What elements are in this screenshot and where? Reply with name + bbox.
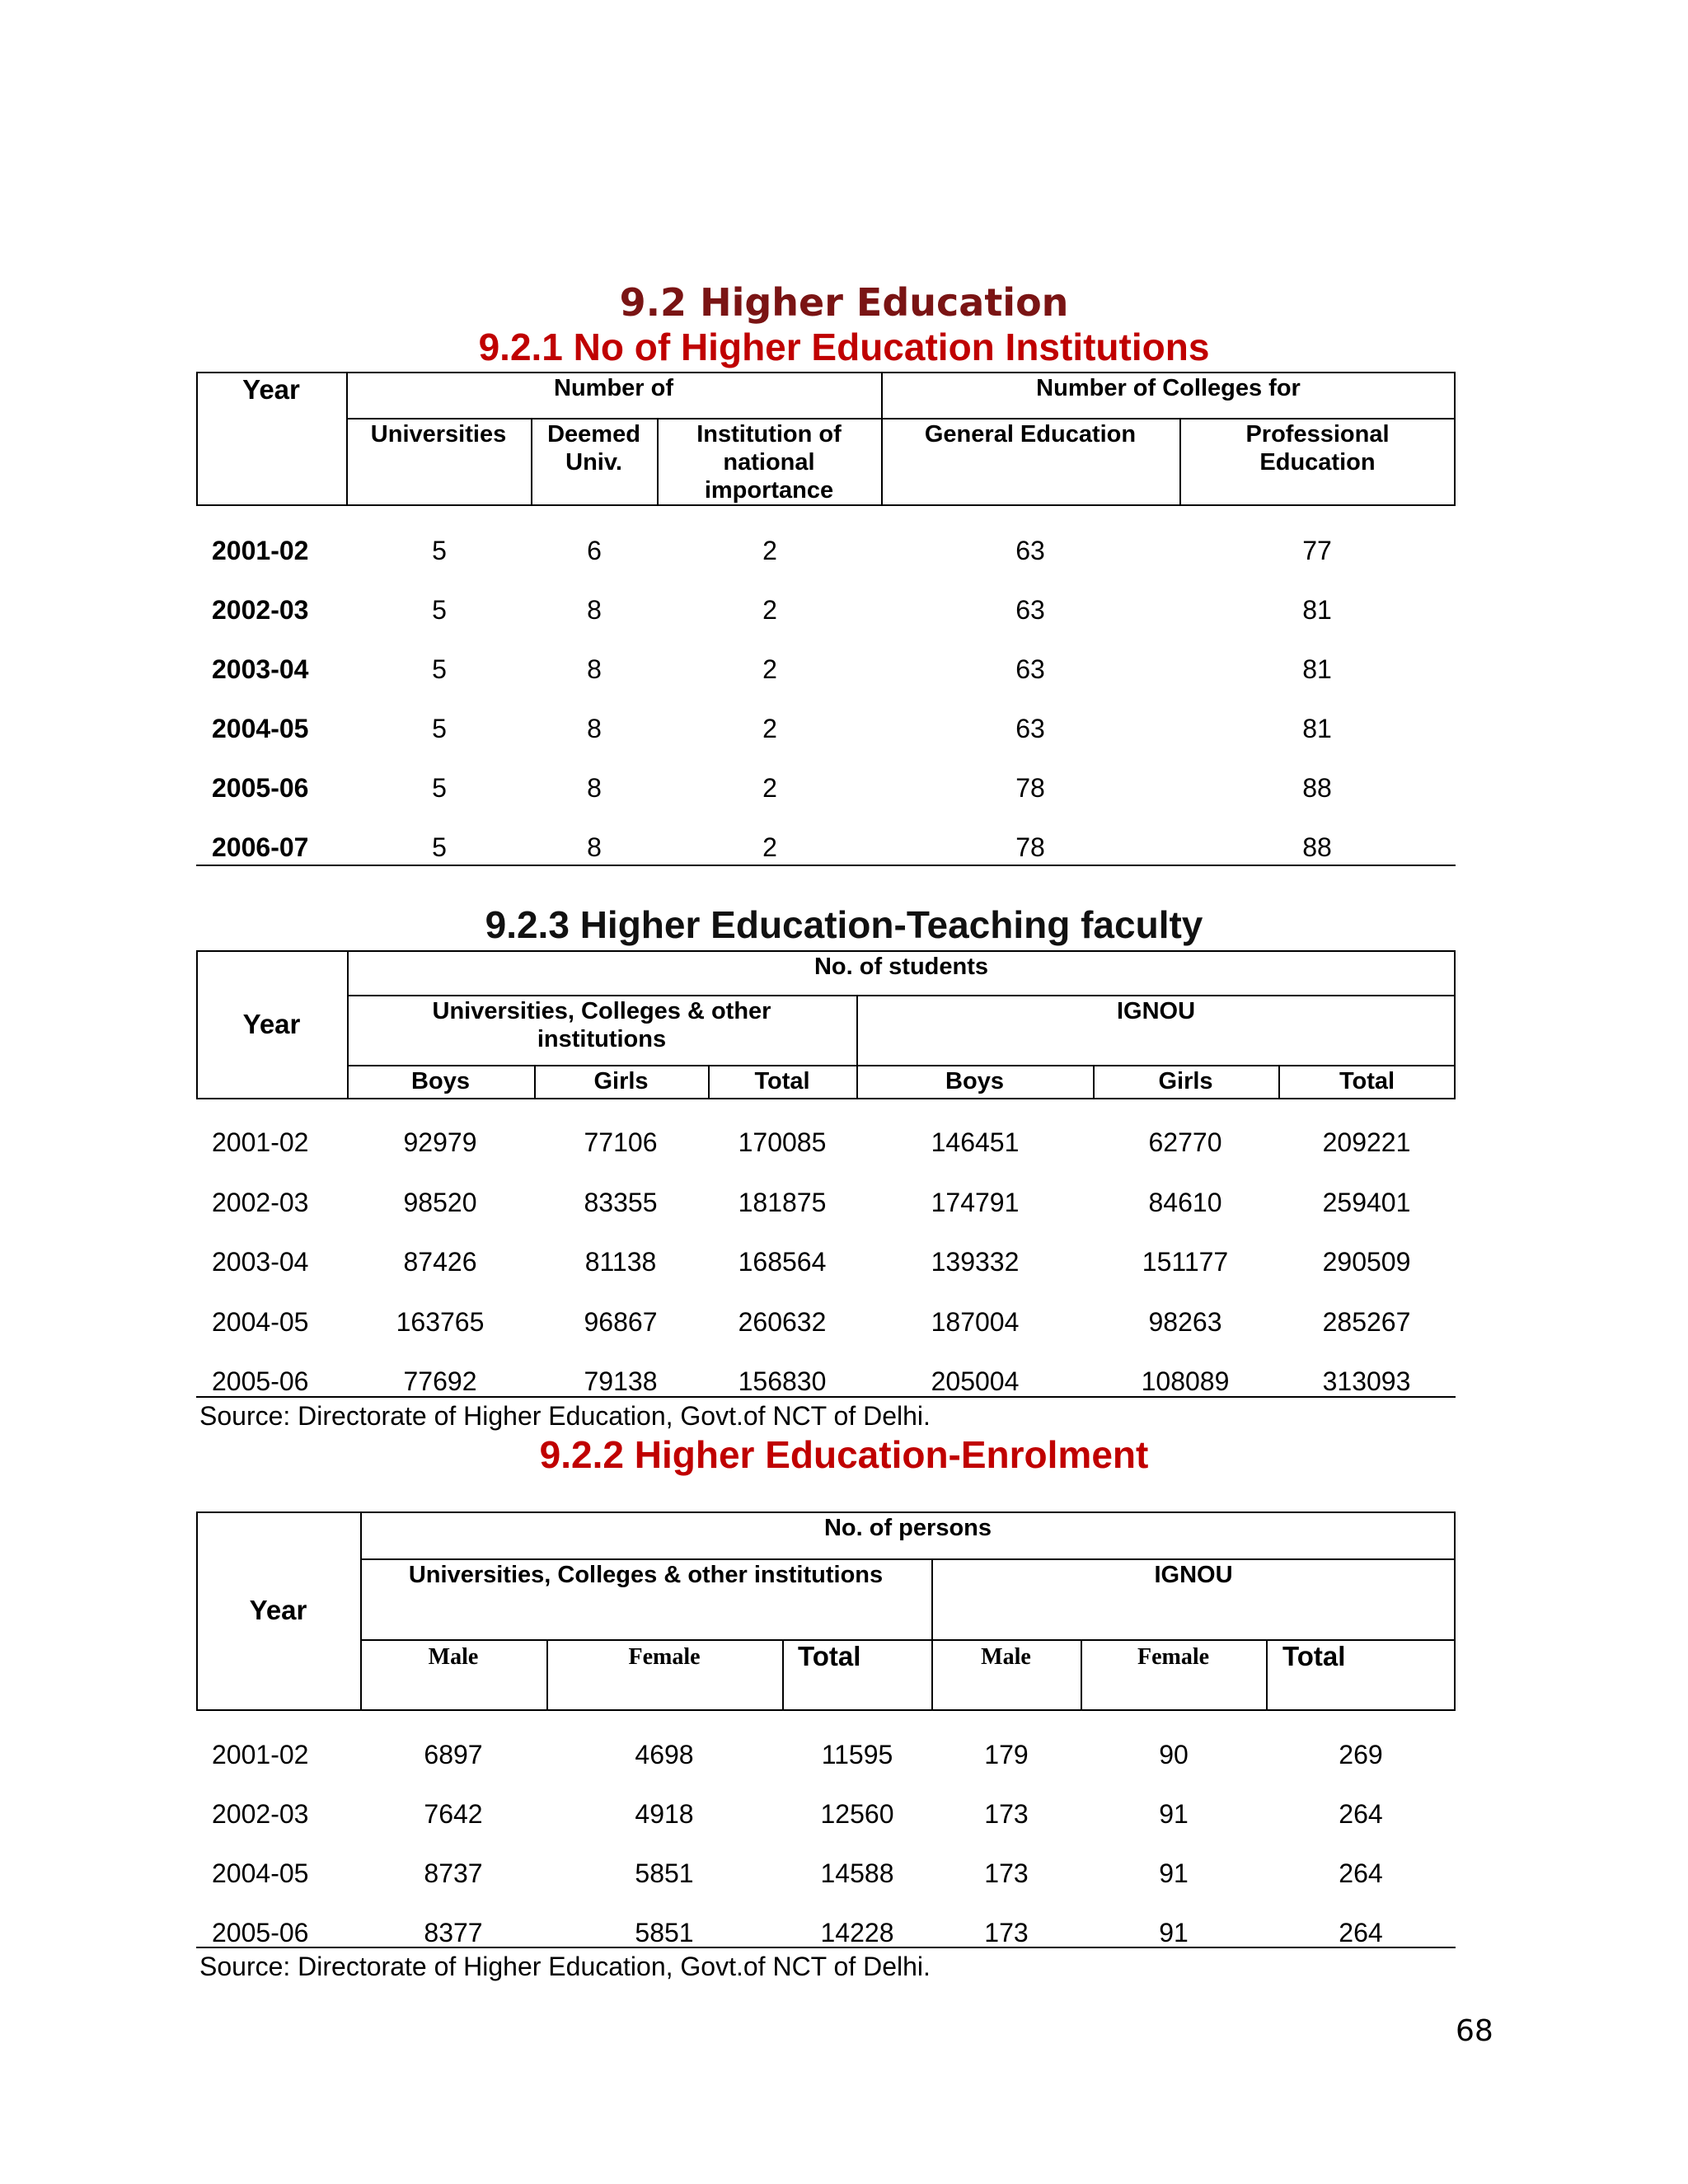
- cell-deemed: 8: [587, 832, 602, 862]
- cell-deemed: 6: [587, 536, 602, 565]
- enrolment-year-header: Year: [249, 1595, 307, 1625]
- cell-total: 170085: [738, 1127, 827, 1157]
- cell-girls: 81138: [584, 1247, 657, 1277]
- row-year: 2004-05: [212, 1858, 309, 1888]
- cell-girls: 79138: [584, 1366, 658, 1396]
- cell-ignou-girls: 108089: [1141, 1366, 1230, 1396]
- cell-professional: 81: [1302, 714, 1332, 743]
- row-year: 2004-05: [212, 714, 309, 743]
- col-ignou-male: Male: [981, 1644, 1031, 1670]
- divider: [346, 418, 1456, 419]
- cell-total: 260632: [738, 1307, 827, 1337]
- page-title: 9.2 Higher Education: [619, 280, 1069, 325]
- cell-total: 156830: [738, 1366, 827, 1396]
- faculty-source-note: Source: Directorate of Higher Education, Govt.of NCT of Delhi.: [199, 1401, 931, 1431]
- cell-female: 5851: [635, 1918, 694, 1947]
- cell-universities: 5: [432, 536, 447, 565]
- cell-ignou-male: 173: [984, 1858, 1029, 1888]
- cell-ignou-female: 91: [1159, 1858, 1189, 1888]
- cell-general: 78: [1015, 773, 1045, 803]
- cell-ignou-male: 173: [984, 1799, 1029, 1829]
- enrolment-group-header: No. of persons: [823, 1515, 992, 1541]
- cell-ignou-female: 90: [1159, 1740, 1189, 1769]
- cell-total: 168564: [738, 1247, 827, 1277]
- cell-deemed: 8: [587, 654, 602, 684]
- cell-national: 2: [762, 536, 777, 565]
- cell-national: 2: [762, 595, 777, 625]
- cell-ignou-girls: 98263: [1148, 1307, 1222, 1337]
- row-year: 2005-06: [212, 773, 309, 803]
- enrolment-source-note: Source: Directorate of Higher Education, Govt.of NCT of Delhi.: [199, 1952, 931, 1981]
- institutions-title: 9.2.1 No of Higher Education Institutions: [478, 326, 1210, 368]
- divider: [782, 1639, 784, 1711]
- cell-male: 6897: [424, 1740, 483, 1769]
- enrolment-sub-ignou: IGNOU: [1154, 1562, 1233, 1588]
- cell-general: 78: [1015, 832, 1045, 862]
- cell-ignou-female: 91: [1159, 1918, 1189, 1947]
- cell-total: 14588: [820, 1858, 894, 1888]
- cell-ignou-girls: 151177: [1142, 1247, 1229, 1277]
- cell-general: 63: [1015, 714, 1045, 743]
- row-year: 2002-03: [212, 595, 309, 625]
- col-female: Female: [628, 1644, 701, 1670]
- cell-ignou-male: 173: [984, 1918, 1029, 1947]
- page-number: 68: [1456, 2014, 1493, 2048]
- cell-universities: 5: [432, 654, 447, 684]
- cell-ignou-total: 269: [1339, 1740, 1383, 1769]
- cell-ignou-boys: 187004: [931, 1307, 1020, 1337]
- cell-universities: 5: [432, 773, 447, 803]
- cell-male: 8737: [424, 1858, 483, 1888]
- row-year: 2003-04: [212, 654, 309, 684]
- row-year: 2006-07: [212, 832, 309, 862]
- cell-ignou-total: 285267: [1322, 1307, 1411, 1337]
- col-ignou-female: Female: [1137, 1644, 1210, 1670]
- group-colleges-for: Number of Colleges for: [1036, 375, 1301, 401]
- cell-universities: 5: [432, 832, 447, 862]
- cell-female: 5851: [635, 1858, 694, 1888]
- cell-male: 8377: [424, 1918, 483, 1947]
- cell-female: 4918: [635, 1799, 694, 1829]
- cell-ignou-total: 290509: [1322, 1247, 1411, 1277]
- cell-ignou-total: 313093: [1322, 1366, 1411, 1396]
- col-girls: Girls: [593, 1068, 649, 1094]
- col-professional-education: Professional Education: [1245, 421, 1390, 476]
- faculty-year-header: Year: [242, 1009, 301, 1039]
- cell-professional: 81: [1302, 654, 1332, 684]
- divider: [1266, 1639, 1268, 1711]
- cell-girls: 96867: [584, 1307, 658, 1337]
- cell-professional: 88: [1302, 832, 1332, 862]
- divider: [347, 995, 1456, 996]
- cell-national: 2: [762, 714, 777, 743]
- cell-ignou-boys: 174791: [931, 1188, 1020, 1217]
- col-universities: Universities: [370, 421, 507, 448]
- col-total: Total: [798, 1641, 861, 1671]
- cell-girls: 83355: [584, 1188, 658, 1217]
- row-year: 2001-02: [212, 1127, 309, 1157]
- cell-professional: 81: [1302, 595, 1332, 625]
- row-year: 2001-02: [212, 1740, 309, 1769]
- cell-national: 2: [762, 654, 777, 684]
- cell-national: 2: [762, 773, 777, 803]
- col-ignou-total: Total: [1282, 1641, 1346, 1671]
- cell-total: 14228: [820, 1918, 894, 1947]
- col-national-importance: Institution of national importance: [696, 421, 842, 504]
- col-ignou-total: Total: [1339, 1068, 1395, 1094]
- cell-boys: 77692: [403, 1366, 477, 1396]
- col-general-education: General Education: [924, 421, 1137, 448]
- row-year: 2001-02: [212, 536, 309, 565]
- enrolment-sub-univ: Universities, Colleges & other institutions: [408, 1562, 884, 1588]
- faculty-group-header: No. of students: [814, 954, 989, 980]
- cell-national: 2: [762, 832, 777, 862]
- cell-female: 4698: [635, 1740, 694, 1769]
- cell-general: 63: [1015, 654, 1045, 684]
- col-ignou-girls: Girls: [1158, 1068, 1213, 1094]
- cell-ignou-total: 264: [1339, 1918, 1383, 1947]
- cell-deemed: 8: [587, 595, 602, 625]
- faculty-sub-ignou: IGNOU: [1116, 998, 1196, 1024]
- table-bottom-rule: [196, 865, 1456, 866]
- cell-ignou-total: 259401: [1322, 1188, 1411, 1217]
- cell-male: 7642: [424, 1799, 483, 1829]
- col-deemed-univ: Deemed Univ.: [547, 421, 640, 476]
- cell-ignou-boys: 205004: [931, 1366, 1020, 1396]
- divider: [360, 1558, 1456, 1560]
- cell-ignou-total: 209221: [1322, 1127, 1411, 1157]
- cell-deemed: 8: [587, 773, 602, 803]
- faculty-title: 9.2.3 Higher Education-Teaching faculty: [485, 903, 1203, 946]
- cell-ignou-male: 179: [984, 1740, 1029, 1769]
- cell-boys: 87426: [403, 1247, 477, 1277]
- cell-ignou-female: 91: [1159, 1799, 1189, 1829]
- enrolment-title: 9.2.2 Higher Education-Enrolment: [539, 1433, 1149, 1476]
- col-total: Total: [754, 1068, 810, 1094]
- cell-general: 63: [1015, 595, 1045, 625]
- cell-ignou-girls: 62770: [1148, 1127, 1222, 1157]
- col-ignou-boys: Boys: [945, 1068, 1004, 1094]
- cell-deemed: 8: [587, 714, 602, 743]
- row-year: 2004-05: [212, 1307, 309, 1337]
- group-number-of: Number of: [554, 375, 673, 401]
- cell-ignou-boys: 146451: [931, 1127, 1020, 1157]
- cell-professional: 77: [1302, 536, 1332, 565]
- cell-girls: 77106: [584, 1127, 658, 1157]
- row-year: 2005-06: [212, 1918, 309, 1947]
- col-male: Male: [428, 1644, 479, 1670]
- row-year: 2003-04: [212, 1247, 309, 1277]
- cell-boys: 92979: [403, 1127, 477, 1157]
- row-year: 2002-03: [212, 1799, 309, 1829]
- cell-universities: 5: [432, 595, 447, 625]
- cell-ignou-total: 264: [1339, 1858, 1383, 1888]
- cell-universities: 5: [432, 714, 447, 743]
- cell-boys: 163765: [396, 1307, 485, 1337]
- cell-ignou-boys: 139332: [931, 1247, 1020, 1277]
- cell-ignou-total: 264: [1339, 1799, 1383, 1829]
- divider: [347, 1065, 1456, 1066]
- cell-total: 181875: [738, 1188, 827, 1217]
- cell-professional: 88: [1302, 773, 1332, 803]
- cell-boys: 98520: [403, 1188, 477, 1217]
- row-year: 2002-03: [212, 1188, 309, 1217]
- cell-general: 63: [1015, 536, 1045, 565]
- row-year: 2005-06: [212, 1366, 309, 1396]
- institutions-year-header: Year: [242, 374, 300, 405]
- cell-ignou-girls: 84610: [1148, 1188, 1222, 1217]
- col-boys: Boys: [411, 1068, 470, 1094]
- faculty-sub-univ: Universities, Colleges & other institutions: [432, 998, 771, 1052]
- cell-total: 12560: [820, 1799, 894, 1829]
- cell-total: 11595: [821, 1740, 893, 1769]
